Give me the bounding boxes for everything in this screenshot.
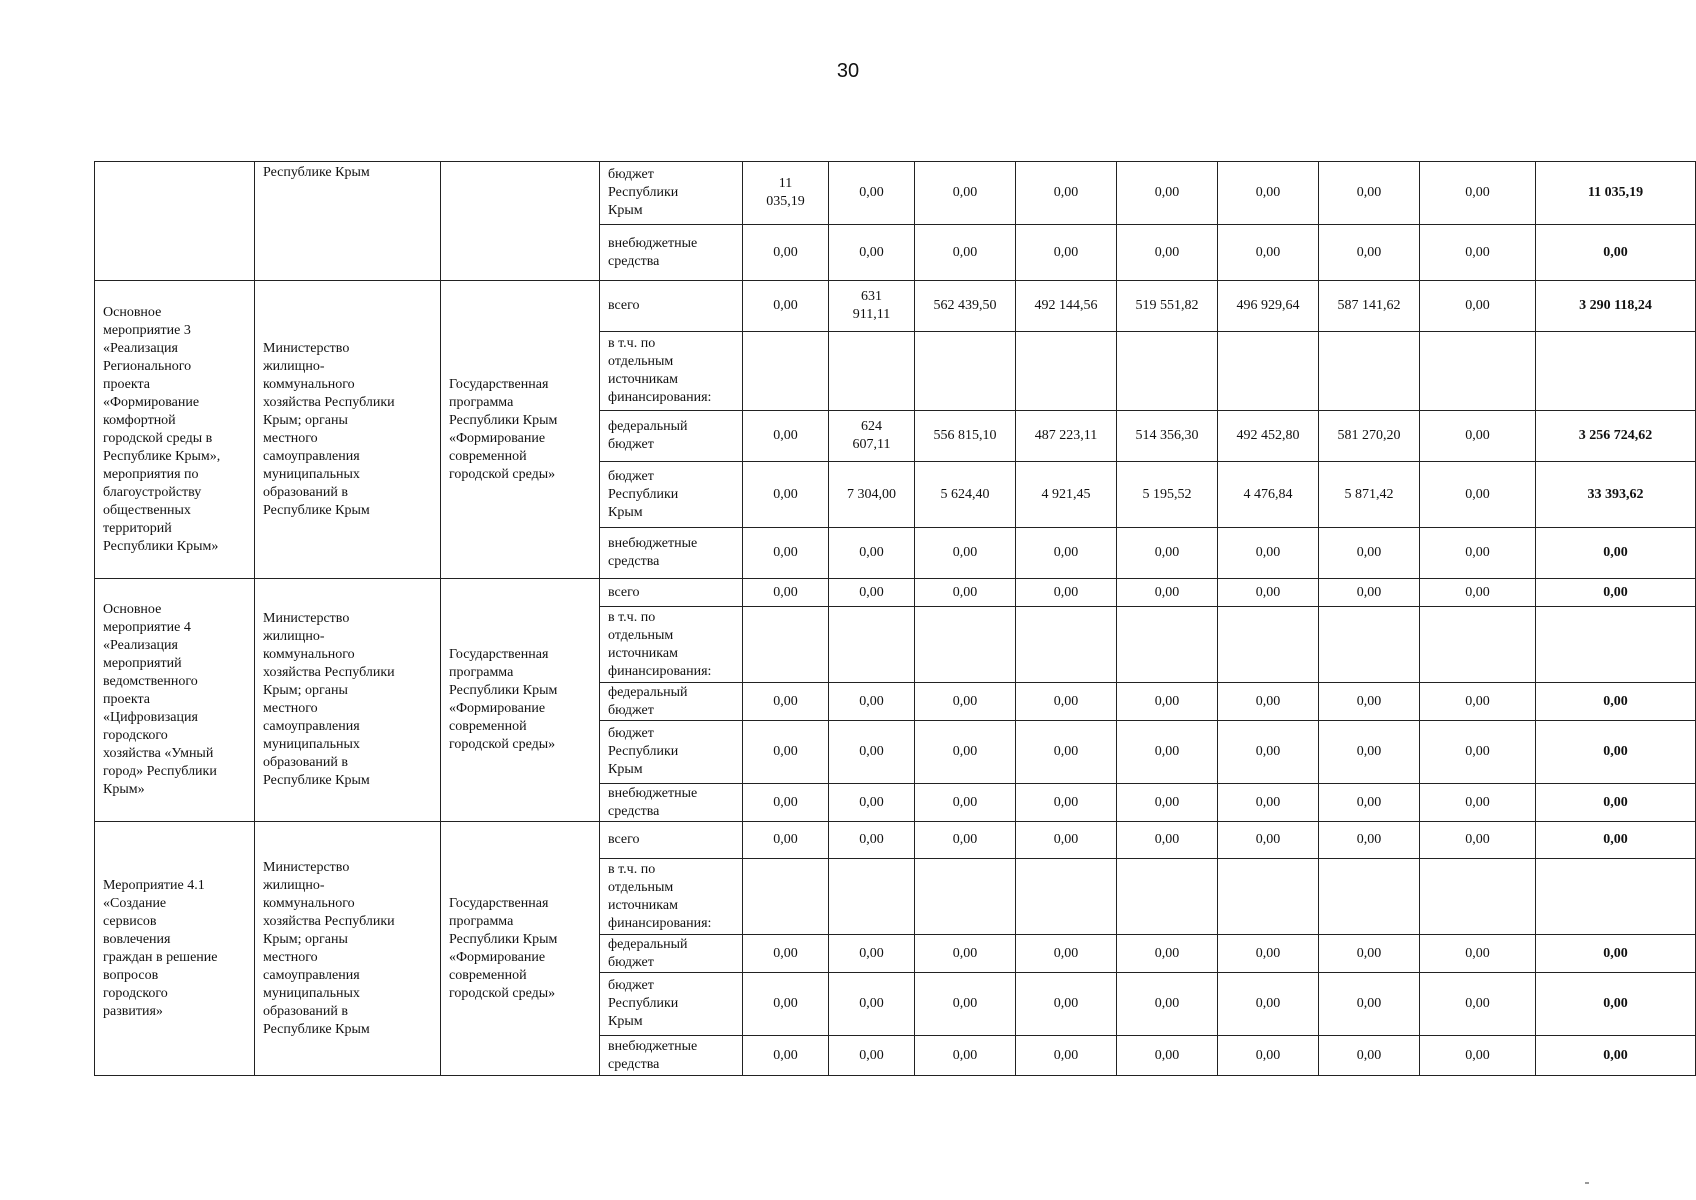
value-cell: 0,00 — [1420, 528, 1536, 579]
value-cell — [743, 332, 829, 411]
value-cell: 556 815,10 — [915, 411, 1016, 462]
value-cell: 0,00 — [915, 579, 1016, 607]
value-cell: 0,00 — [1319, 973, 1420, 1036]
value-cell: 0,00 — [829, 528, 915, 579]
total-cell — [1536, 332, 1696, 411]
value-cell: 0,00 — [1420, 579, 1536, 607]
value-cell — [1420, 607, 1536, 683]
program-cell: Государственная программа Республики Крым «Формирование современной городской среды» — [441, 281, 600, 579]
value-cell: 0,00 — [1420, 281, 1536, 332]
funding-source-cell: бюджет Республики Крым — [600, 162, 743, 225]
value-cell — [1420, 332, 1536, 411]
value-cell — [829, 332, 915, 411]
value-cell — [1319, 607, 1420, 683]
total-cell: 0,00 — [1536, 579, 1696, 607]
value-cell: 0,00 — [1218, 528, 1319, 579]
value-cell: 0,00 — [1319, 784, 1420, 822]
executor-cell: Республике Крым — [255, 162, 441, 281]
value-cell: 492 144,56 — [1016, 281, 1117, 332]
table-row — [95, 162, 1696, 225]
value-cell: 0,00 — [915, 721, 1016, 784]
total-cell: 0,00 — [1536, 721, 1696, 784]
value-cell: 0,00 — [1016, 528, 1117, 579]
measure-cell: Основное мероприятие 4 «Реализация мероприятий ведомственного проекта «Цифровизация городского хозяйства «Умный город» Республики Крым» — [95, 579, 255, 822]
table-body — [95, 162, 1696, 1076]
total-cell: 33 393,62 — [1536, 462, 1696, 528]
value-cell — [1218, 607, 1319, 683]
executor-cell: Министерство жилищно- коммунального хозяйства Республики Крым; органы местного самоуправления муниципальных образований в Республике Крым — [255, 579, 441, 822]
value-cell: 0,00 — [743, 579, 829, 607]
value-cell: 0,00 — [1319, 822, 1420, 859]
total-cell — [1536, 859, 1696, 935]
value-cell: 5 871,42 — [1319, 462, 1420, 528]
value-cell: 0,00 — [1016, 721, 1117, 784]
value-cell: 514 356,30 — [1117, 411, 1218, 462]
value-cell: 0,00 — [1117, 683, 1218, 721]
funding-source-cell: внебюджетные средства — [600, 1036, 743, 1076]
value-cell: 0,00 — [743, 721, 829, 784]
value-cell: 0,00 — [1218, 721, 1319, 784]
value-cell: 0,00 — [1117, 162, 1218, 225]
value-cell — [1218, 332, 1319, 411]
program-cell: Государственная программа Республики Крым «Формирование современной городской среды» — [441, 579, 600, 822]
program-cell — [441, 162, 600, 281]
total-cell: 0,00 — [1536, 528, 1696, 579]
value-cell: 0,00 — [1218, 784, 1319, 822]
value-cell: 0,00 — [1420, 225, 1536, 281]
value-cell: 0,00 — [829, 935, 915, 973]
value-cell: 0,00 — [1016, 973, 1117, 1036]
value-cell — [1319, 332, 1420, 411]
value-cell — [915, 332, 1016, 411]
value-cell: 0,00 — [1420, 822, 1536, 859]
executor-cell: Министерство жилищно- коммунального хозяйства Республики Крым; органы местного самоуправления муниципальных образований в Республике Крым — [255, 281, 441, 579]
value-cell — [1117, 332, 1218, 411]
total-cell: 0,00 — [1536, 225, 1696, 281]
value-cell: 0,00 — [1218, 822, 1319, 859]
value-cell: 0,00 — [1016, 225, 1117, 281]
funding-source-cell: внебюджетные средства — [600, 225, 743, 281]
value-cell: 0,00 — [743, 411, 829, 462]
value-cell: 0,00 — [1420, 784, 1536, 822]
value-cell — [1117, 859, 1218, 935]
value-cell: 0,00 — [743, 528, 829, 579]
funding-source-cell: внебюджетные средства — [600, 528, 743, 579]
value-cell: 0,00 — [1117, 822, 1218, 859]
value-cell: 0,00 — [1117, 935, 1218, 973]
value-cell: 4 476,84 — [1218, 462, 1319, 528]
funding-source-cell: всего — [600, 822, 743, 859]
value-cell: 0,00 — [743, 935, 829, 973]
value-cell: 0,00 — [1117, 973, 1218, 1036]
value-cell — [915, 859, 1016, 935]
value-cell: 0,00 — [915, 822, 1016, 859]
table-row — [95, 281, 1696, 332]
funding-source-cell: внебюджетные средства — [600, 784, 743, 822]
value-cell: 0,00 — [829, 225, 915, 281]
value-cell: 0,00 — [1319, 935, 1420, 973]
value-cell: 0,00 — [1016, 822, 1117, 859]
value-cell: 0,00 — [1319, 683, 1420, 721]
value-cell: 0,00 — [1319, 721, 1420, 784]
value-cell: 0,00 — [1319, 579, 1420, 607]
value-cell: 5 624,40 — [915, 462, 1016, 528]
value-cell — [1420, 859, 1536, 935]
value-cell: 0,00 — [1319, 528, 1420, 579]
value-cell: 0,00 — [743, 225, 829, 281]
value-cell: 0,00 — [1016, 683, 1117, 721]
value-cell: 0,00 — [915, 973, 1016, 1036]
value-cell: 0,00 — [1218, 162, 1319, 225]
value-cell: 0,00 — [1319, 225, 1420, 281]
page-number: 30 — [836, 60, 860, 82]
total-cell: 0,00 — [1536, 973, 1696, 1036]
measure-cell: Мероприятие 4.1 «Создание сервисов вовлечения граждан в решение вопросов городского развития» — [95, 822, 255, 1076]
program-cell: Государственная программа Республики Крым «Формирование современной городской среды» — [441, 822, 600, 1076]
value-cell: 519 551,82 — [1117, 281, 1218, 332]
value-cell: 0,00 — [1117, 784, 1218, 822]
value-cell: 0,00 — [1420, 935, 1536, 973]
value-cell — [829, 859, 915, 935]
funding-source-cell: бюджет Республики Крым — [600, 721, 743, 784]
value-cell: 0,00 — [743, 822, 829, 859]
total-cell: 11 035,19 — [1536, 162, 1696, 225]
value-cell: 0,00 — [1016, 162, 1117, 225]
value-cell: 0,00 — [829, 579, 915, 607]
scan-mark — [1585, 1182, 1589, 1184]
value-cell: 0,00 — [915, 784, 1016, 822]
value-cell — [1117, 607, 1218, 683]
value-cell — [1218, 859, 1319, 935]
value-cell — [1016, 607, 1117, 683]
value-cell: 0,00 — [829, 822, 915, 859]
total-cell: 0,00 — [1536, 822, 1696, 859]
value-cell: 0,00 — [829, 162, 915, 225]
value-cell: 0,00 — [1117, 1036, 1218, 1076]
value-cell: 0,00 — [915, 162, 1016, 225]
value-cell — [829, 607, 915, 683]
value-cell: 0,00 — [743, 784, 829, 822]
value-cell: 587 141,62 — [1319, 281, 1420, 332]
value-cell: 0,00 — [1016, 784, 1117, 822]
value-cell: 0,00 — [915, 683, 1016, 721]
measure-cell — [95, 162, 255, 281]
funding-source-cell: в т.ч. по отдельным источникам финансирования: — [600, 607, 743, 683]
value-cell: 562 439,50 — [915, 281, 1016, 332]
value-cell: 0,00 — [1218, 1036, 1319, 1076]
funding-source-cell: всего — [600, 579, 743, 607]
funding-source-cell: бюджет Республики Крым — [600, 973, 743, 1036]
value-cell: 4 921,45 — [1016, 462, 1117, 528]
financing-table — [94, 161, 1696, 1076]
total-cell: 3 290 118,24 — [1536, 281, 1696, 332]
value-cell — [1016, 332, 1117, 411]
value-cell: 0,00 — [829, 784, 915, 822]
value-cell: 0,00 — [829, 1036, 915, 1076]
value-cell: 581 270,20 — [1319, 411, 1420, 462]
value-cell: 0,00 — [743, 683, 829, 721]
value-cell: 0,00 — [743, 462, 829, 528]
value-cell: 0,00 — [1016, 935, 1117, 973]
table-row — [95, 579, 1696, 607]
total-cell: 0,00 — [1536, 784, 1696, 822]
value-cell: 0,00 — [1420, 1036, 1536, 1076]
value-cell — [1319, 859, 1420, 935]
value-cell — [743, 607, 829, 683]
value-cell: 0,00 — [1420, 162, 1536, 225]
value-cell: 0,00 — [1218, 683, 1319, 721]
value-cell: 496 929,64 — [1218, 281, 1319, 332]
value-cell: 0,00 — [1420, 721, 1536, 784]
value-cell: 5 195,52 — [1117, 462, 1218, 528]
value-cell: 0,00 — [1218, 579, 1319, 607]
value-cell: 0,00 — [1319, 162, 1420, 225]
table-row — [95, 822, 1696, 859]
value-cell: 0,00 — [1218, 935, 1319, 973]
value-cell: 11 035,19 — [743, 162, 829, 225]
value-cell: 0,00 — [1420, 462, 1536, 528]
value-cell: 0,00 — [1117, 225, 1218, 281]
value-cell: 0,00 — [1117, 528, 1218, 579]
value-cell: 0,00 — [1016, 1036, 1117, 1076]
funding-source-cell: всего — [600, 281, 743, 332]
funding-source-cell: федеральный бюджет — [600, 683, 743, 721]
value-cell: 631 911,11 — [829, 281, 915, 332]
value-cell: 0,00 — [915, 1036, 1016, 1076]
value-cell: 0,00 — [743, 973, 829, 1036]
value-cell: 0,00 — [829, 721, 915, 784]
value-cell: 624 607,11 — [829, 411, 915, 462]
funding-source-cell: в т.ч. по отдельным источникам финансирования: — [600, 859, 743, 935]
value-cell: 0,00 — [1117, 579, 1218, 607]
value-cell: 0,00 — [1016, 579, 1117, 607]
funding-source-cell: федеральный бюджет — [600, 935, 743, 973]
value-cell: 0,00 — [1218, 225, 1319, 281]
executor-cell: Министерство жилищно- коммунального хозяйства Республики Крым; органы местного самоуправления муниципальных образований в Республике Крым — [255, 822, 441, 1076]
value-cell: 0,00 — [915, 225, 1016, 281]
total-cell: 3 256 724,62 — [1536, 411, 1696, 462]
funding-source-cell: бюджет Республики Крым — [600, 462, 743, 528]
value-cell: 492 452,80 — [1218, 411, 1319, 462]
value-cell: 0,00 — [1420, 411, 1536, 462]
value-cell: 0,00 — [915, 528, 1016, 579]
value-cell: 7 304,00 — [829, 462, 915, 528]
value-cell: 0,00 — [1117, 721, 1218, 784]
value-cell: 0,00 — [915, 935, 1016, 973]
value-cell — [915, 607, 1016, 683]
funding-source-cell: в т.ч. по отдельным источникам финансирования: — [600, 332, 743, 411]
measure-cell: Основное мероприятие 3 «Реализация Регионального проекта «Формирование комфортной городской среды в Республике Крым», мероприятия по благоустройству общественных территорий Республики Крым» — [95, 281, 255, 579]
value-cell — [1016, 859, 1117, 935]
value-cell: 0,00 — [829, 683, 915, 721]
value-cell: 0,00 — [743, 281, 829, 332]
value-cell: 0,00 — [1218, 973, 1319, 1036]
total-cell — [1536, 607, 1696, 683]
value-cell: 0,00 — [1420, 973, 1536, 1036]
value-cell: 487 223,11 — [1016, 411, 1117, 462]
total-cell: 0,00 — [1536, 683, 1696, 721]
funding-source-cell: федеральный бюджет — [600, 411, 743, 462]
total-cell: 0,00 — [1536, 935, 1696, 973]
total-cell: 0,00 — [1536, 1036, 1696, 1076]
value-cell: 0,00 — [829, 973, 915, 1036]
value-cell: 0,00 — [743, 1036, 829, 1076]
value-cell: 0,00 — [1420, 683, 1536, 721]
value-cell — [743, 859, 829, 935]
value-cell: 0,00 — [1319, 1036, 1420, 1076]
